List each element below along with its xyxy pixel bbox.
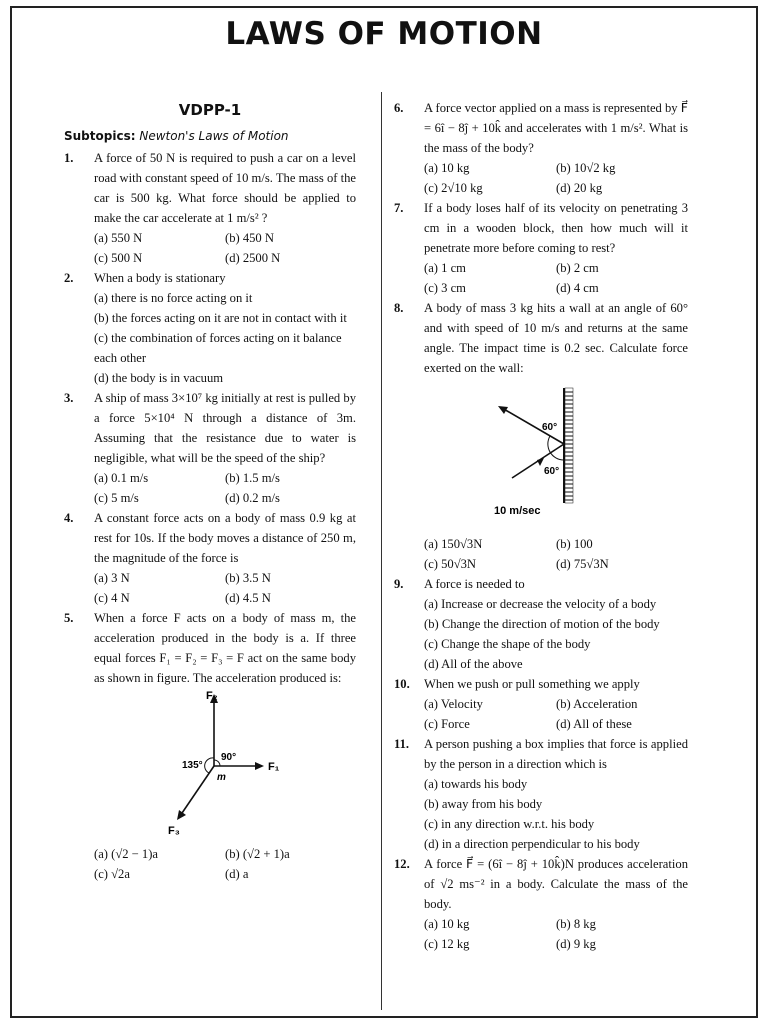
option-a: (a) 0.1 m/s bbox=[94, 471, 149, 485]
mass-label: m bbox=[217, 772, 226, 783]
question-number: 7. bbox=[394, 201, 404, 215]
option-b: (b) 8 kg bbox=[556, 917, 596, 931]
wall-diagram bbox=[394, 378, 688, 528]
subtopic-line bbox=[64, 126, 356, 146]
question-12 bbox=[394, 854, 688, 914]
option-b: (b) the forces acting on it are not in contact with it bbox=[94, 311, 347, 325]
question-8 bbox=[394, 298, 688, 378]
option-b: (b) 10√2 kg bbox=[556, 161, 616, 175]
column-divider bbox=[381, 92, 382, 1010]
option-c: (c) 50√3N bbox=[424, 557, 477, 571]
question-text: A body of mass 3 kg hits a wall at an angle of 60° and with speed of 10 m/s and returns at the same angle. The impact time is 0.2 sec. Calculate force exerted on the wall: bbox=[424, 301, 688, 375]
question-text: A force F⃗ = (6î − 8ĵ + 10k̂)N produces acceleration of √2 ms⁻² in a body. Calculate the mass of the body. bbox=[424, 857, 688, 911]
question-text: A person pushing a box implies that force is applied by the person in a direction which is bbox=[424, 737, 688, 771]
option-a: (a) there is no force acting on it bbox=[94, 291, 253, 305]
option-b: (b) 100 bbox=[556, 537, 593, 551]
question-10 bbox=[394, 674, 688, 694]
option-d: (d) All of the above bbox=[424, 657, 523, 671]
option-a: (a) (√2 − 1)a bbox=[94, 847, 159, 861]
option-a: (a) towards his body bbox=[424, 777, 528, 791]
force-diagram bbox=[64, 688, 356, 838]
option-a: (a) 3 N bbox=[94, 571, 130, 585]
option-d: (d) 75√3N bbox=[556, 557, 609, 571]
option-c: (c) 12 kg bbox=[424, 937, 470, 951]
options bbox=[64, 228, 356, 268]
question-text: A ship of mass 3×10⁷ kg initially at rest is pulled by a force 5×10⁴ N through a distance of 3m. Assuming that the resistance due to water is negligible, what will be the speed of the ship? bbox=[94, 391, 356, 465]
question-text: A force of 50 N is required to push a car on a level road with constant speed of 10 m/s. The mass of the car is 500 kg. What force should be applied to make the car accelerate at 1 m/s² ? bbox=[94, 151, 356, 225]
option-b: (b) 450 N bbox=[225, 231, 274, 245]
question-number: 2. bbox=[64, 271, 74, 285]
question-number: 6. bbox=[394, 101, 404, 115]
question-11 bbox=[394, 734, 688, 774]
option-c: (c) in any direction w.r.t. his body bbox=[424, 817, 595, 831]
options bbox=[394, 914, 688, 954]
options bbox=[394, 534, 688, 574]
angle-arc-135 bbox=[205, 758, 214, 773]
question-1 bbox=[64, 148, 356, 228]
question-number: 9. bbox=[394, 577, 404, 591]
question-number: 3. bbox=[64, 391, 74, 405]
left-column bbox=[64, 98, 356, 884]
question-number: 10. bbox=[394, 677, 410, 691]
option-c: (c) √2a bbox=[94, 867, 130, 881]
subtopic-value: Newton's Laws of Motion bbox=[139, 129, 289, 143]
question-number: 8. bbox=[394, 301, 404, 315]
option-d: (d) 20 kg bbox=[556, 181, 603, 195]
f3-arrow bbox=[180, 766, 214, 816]
sheet-code: VDPP-1 bbox=[178, 101, 242, 119]
question-number: 4. bbox=[64, 511, 74, 525]
f1-label: F₁ bbox=[268, 761, 280, 773]
option-d: (d) in a direction perpendicular to his body bbox=[424, 837, 640, 851]
option-a: (a) 10 kg bbox=[424, 917, 470, 931]
wall-hatch-box bbox=[565, 388, 573, 503]
f3-label: F₃ bbox=[168, 825, 180, 837]
options bbox=[394, 694, 688, 734]
option-b: (b) Acceleration bbox=[556, 697, 638, 711]
option-b: (b) 2 cm bbox=[556, 261, 599, 275]
option-a: (a) Increase or decrease the velocity of a body bbox=[424, 597, 657, 611]
options bbox=[394, 594, 688, 674]
question-3 bbox=[64, 388, 356, 468]
options bbox=[394, 258, 688, 298]
question-text: A force is needed to bbox=[424, 577, 525, 591]
options bbox=[64, 288, 356, 388]
option-c: (c) the combination of forces acting on it balance each other bbox=[94, 331, 342, 365]
option-d: (d) 9 kg bbox=[556, 937, 596, 951]
angle-top-label: 60° bbox=[542, 422, 558, 433]
force-figure bbox=[64, 688, 356, 844]
option-c: (c) 3 cm bbox=[424, 281, 466, 295]
options bbox=[64, 568, 356, 608]
option-b: (b) Change the direction of motion of the body bbox=[424, 617, 660, 631]
question-number: 1. bbox=[64, 151, 74, 165]
option-b: (b) 3.5 N bbox=[225, 571, 271, 585]
option-d: (d) the body is in vacuum bbox=[94, 371, 224, 385]
f2-label: F₂ bbox=[206, 690, 218, 702]
question-text: A force vector applied on a mass is represented by F⃗ = 6î − 8ĵ + 10k̂ and accelerates with 1 m/s². What is the mass of the body? bbox=[424, 101, 688, 155]
speed-label: 10 m/sec bbox=[494, 505, 541, 517]
question-9 bbox=[394, 574, 688, 594]
option-c: (c) Force bbox=[424, 717, 470, 731]
option-a: (a) Velocity bbox=[424, 697, 483, 711]
option-a: (a) 1 cm bbox=[424, 261, 466, 275]
incident-arrowhead bbox=[537, 458, 544, 466]
question-6 bbox=[394, 98, 688, 158]
option-d: (d) 4 cm bbox=[556, 281, 599, 295]
angle-135-label: 135° bbox=[182, 760, 203, 771]
question-number: 5. bbox=[64, 611, 74, 625]
wall-figure bbox=[394, 378, 688, 534]
option-b: (b) (√2 + 1)a bbox=[225, 847, 290, 861]
option-a: (a) 550 N bbox=[94, 231, 143, 245]
question-text: If a body loses half of its velocity on penetrating 3 cm in a wooden block, then how much will it penetrate more before coming to rest? bbox=[424, 201, 688, 255]
option-c: (c) Change the shape of the body bbox=[424, 637, 591, 651]
question-text: When we push or pull something we apply bbox=[424, 677, 640, 691]
question-text: When a body is stationary bbox=[94, 271, 226, 285]
option-c: (c) 2√10 kg bbox=[424, 181, 483, 195]
options bbox=[394, 158, 688, 198]
option-a: (a) 150√3N bbox=[424, 537, 483, 551]
question-7 bbox=[394, 198, 688, 258]
page-title: LAWS OF MOTION bbox=[225, 16, 543, 52]
option-d: (d) a bbox=[225, 867, 249, 881]
option-c: (c) 4 N bbox=[94, 591, 130, 605]
angle-bottom-label: 60° bbox=[544, 466, 560, 477]
option-a: (a) 10 kg bbox=[424, 161, 470, 175]
question-4 bbox=[64, 508, 356, 568]
question-2 bbox=[64, 268, 356, 288]
option-c: (c) 5 m/s bbox=[94, 491, 139, 505]
question-text: When a force F acts on a body of mass m, the acceleration produced in the body is a. If three equal forces F₁ = F₂ = F₃ = F act on the same body as shown in figure. The acceleration produced is: bbox=[94, 611, 356, 685]
option-b: (b) away from his body bbox=[424, 797, 543, 811]
option-d: (d) 4.5 N bbox=[225, 591, 271, 605]
option-d: (d) 2500 N bbox=[225, 251, 281, 265]
question-number: 11. bbox=[394, 737, 410, 751]
subtopic-label: Subtopics: bbox=[64, 129, 136, 143]
right-column bbox=[394, 98, 688, 954]
options bbox=[394, 774, 688, 854]
angle-arc-90 bbox=[214, 760, 220, 766]
f3-arrowhead bbox=[177, 810, 186, 820]
option-c: (c) 500 N bbox=[94, 251, 143, 265]
option-d: (d) 0.2 m/s bbox=[225, 491, 280, 505]
question-number: 12. bbox=[394, 857, 410, 871]
option-b: (b) 1.5 m/s bbox=[225, 471, 280, 485]
question-text: A constant force acts on a body of mass 0.9 kg at rest for 10s. If the body moves a distance of 250 m, the magnitude of the force is bbox=[94, 511, 356, 565]
angle-90-label: 90° bbox=[221, 752, 237, 763]
option-d: (d) All of these bbox=[556, 717, 632, 731]
f1-arrowhead bbox=[255, 762, 264, 770]
question-5 bbox=[64, 608, 356, 688]
options bbox=[64, 468, 356, 508]
options bbox=[64, 844, 356, 884]
